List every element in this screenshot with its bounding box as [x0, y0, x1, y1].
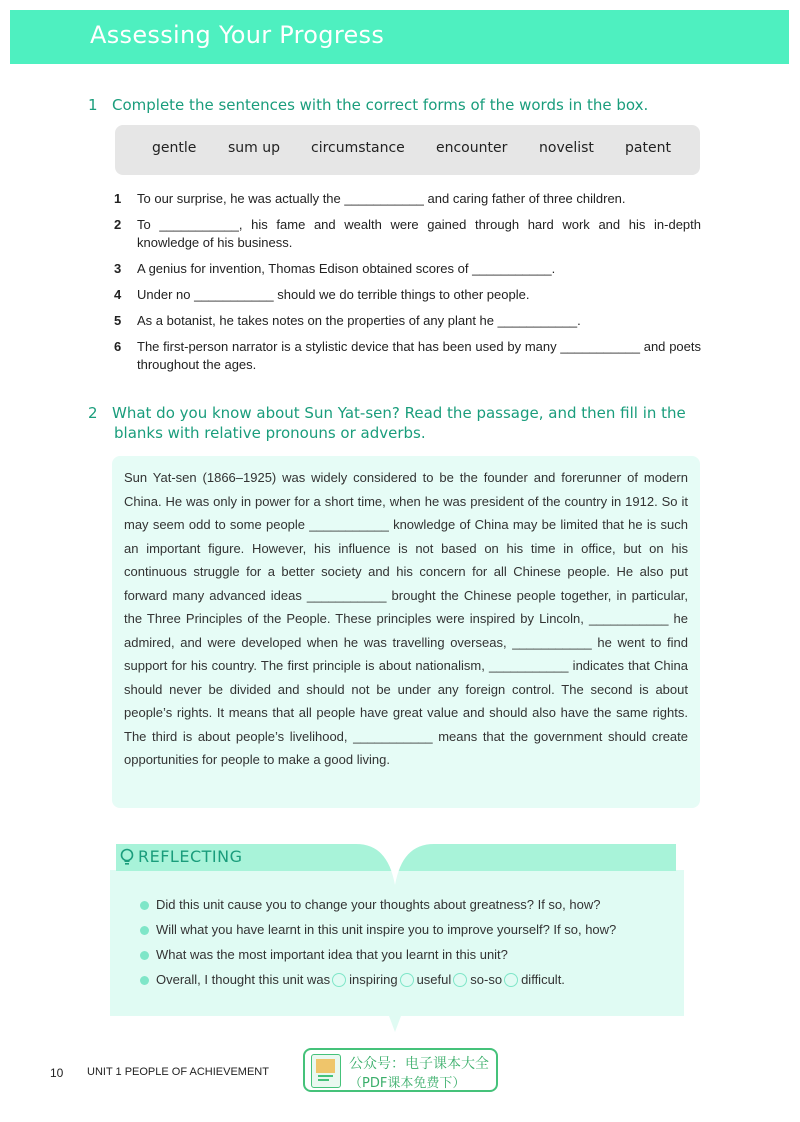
sentence-item: [114, 312, 701, 330]
sentence-text: To ___________, his fame and wealth were gained through hard work and his in-depth knowledge of his business.: [137, 217, 701, 250]
page-number: 10: [50, 1066, 64, 1080]
reflecting-item: [140, 921, 680, 939]
passage-box: [112, 456, 700, 808]
sentence-item: [114, 216, 701, 252]
reflecting-question: What was the most important idea that you learnt in this unit?: [156, 947, 508, 962]
sentence-text: Under no ___________ should we do terrible things to other people.: [137, 287, 530, 302]
section-2-instruction-line2: blanks with relative pronouns or adverbs.: [114, 424, 426, 442]
bullet-dot-icon: [140, 926, 149, 935]
reflecting-item: [140, 946, 680, 964]
lightbulb-icon: [120, 848, 134, 868]
sentence-number: 2: [114, 217, 122, 232]
reflecting-list: [140, 896, 680, 996]
section-1-number: 1: [88, 96, 98, 114]
sentence-text: To our surprise, he was actually the ___________ and caring father of three children.: [137, 191, 626, 206]
sentence-item: [114, 190, 701, 208]
rating-checkbox-difficult[interactable]: [504, 973, 518, 987]
sentence-item: [114, 286, 701, 304]
sentence-item: [114, 260, 701, 278]
passage-text: Sun Yat-sen (1866–1925) was widely considered to be the founder and forerunner of modern China. He was only in power for a short time, when he was president of the country in 1912. So it may seem odd to some people ___________ knowledge of China may be limited that he is such an important figure. However, his influence is not based on his time in office, but on his continuous struggle for a better society and his concern for all Chinese people. He also put forward many advanced ideas ___________ brought the Chinese people together, in particular, the Three Principles of the People. These principles were inspired by Lincoln, ___________ he admired, and were developed when he was travelling overseas, ___________ he went to find support for his country. The first principle is about nationalism, ___________ indicates that China should never be divided and should not be under any foreign control. The second is about people’s rights. It means that all people have great value and should also have the same rights. The third is about people’s livelihood, ___________ means that the government should create opportunities for people to make a good living.: [124, 470, 688, 767]
rating-option: so-so: [470, 972, 503, 987]
word-item: sum up: [228, 140, 281, 156]
book-icon: [311, 1054, 341, 1088]
section-2-number: 2: [88, 404, 98, 422]
unit-label: UNIT 1 PEOPLE OF ACHIEVEMENT: [87, 1066, 269, 1078]
page-title: Assessing Your Progress: [90, 21, 385, 49]
page-header: [10, 10, 789, 64]
word-item: circumstance: [311, 140, 405, 156]
rating-option: inspiring: [349, 972, 398, 987]
reflecting-item: [140, 896, 680, 914]
stamp-text-line2: （PDF课本免费下）: [349, 1076, 466, 1091]
sentence-number: 4: [114, 287, 122, 302]
rating-option: useful: [416, 972, 452, 987]
word-item: novelist: [539, 140, 594, 156]
section-1-title: [88, 95, 648, 115]
word-item: encounter: [436, 140, 508, 156]
sentence-number: 1: [114, 191, 122, 206]
word-item: gentle: [152, 140, 197, 156]
sentence-number: 5: [114, 313, 122, 328]
sentence-number: 6: [114, 339, 122, 354]
watermark-stamp: [303, 1048, 498, 1092]
sentence-text: The first-person narrator is a stylistic device that has been used by many ___________ and poets throughout the ages.: [137, 339, 701, 372]
sentence-number: 3: [114, 261, 122, 276]
rating-prefix: Overall, I thought this unit was: [156, 972, 331, 987]
bullet-dot-icon: [140, 951, 149, 960]
sentence-text: A genius for invention, Thomas Edison obtained scores of ___________.: [137, 261, 556, 276]
bullet-dot-icon: [140, 976, 149, 985]
sentence-item: [114, 338, 701, 374]
reflecting-question: Will what you have learnt in this unit inspire you to improve yourself? If so, how?: [156, 922, 617, 937]
section-2-instruction-line1: What do you know about Sun Yat-sen? Read the passage, and then fill in the: [112, 404, 686, 422]
word-item: patent: [625, 140, 671, 156]
rating-option: difficult.: [521, 972, 565, 987]
section-2-title: [88, 403, 686, 443]
stamp-text-line1: 公众号：电子课本大全: [349, 1056, 489, 1072]
sentence-list: [114, 190, 701, 382]
word-box: [115, 125, 700, 175]
section-1-instruction: Complete the sentences with the correct forms of the words in the box.: [112, 96, 649, 114]
reflecting-title: REFLECTING: [138, 847, 243, 866]
rating-checkbox-useful[interactable]: [400, 973, 414, 987]
reflecting-rating: [140, 971, 680, 989]
rating-checkbox-so-so[interactable]: [453, 973, 467, 987]
bullet-dot-icon: [140, 901, 149, 910]
sentence-text: As a botanist, he takes notes on the properties of any plant he ___________.: [137, 313, 581, 328]
rating-checkbox-inspiring[interactable]: [332, 973, 346, 987]
reflecting-question: Did this unit cause you to change your thoughts about greatness? If so, how?: [156, 897, 601, 912]
